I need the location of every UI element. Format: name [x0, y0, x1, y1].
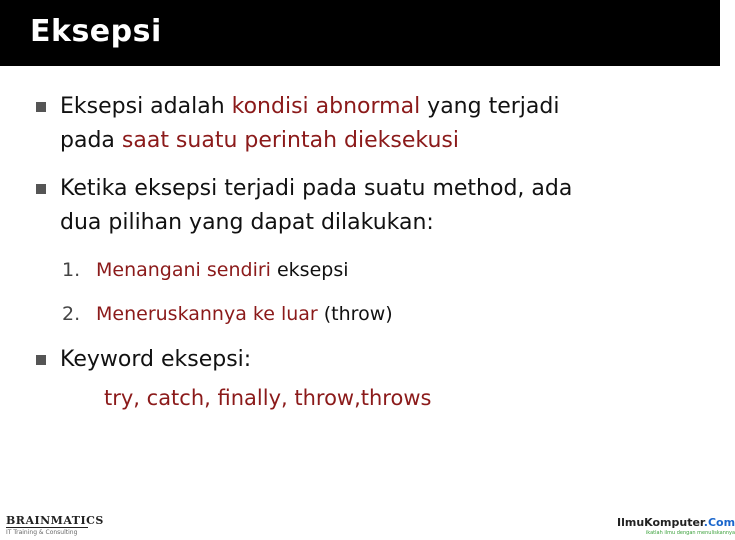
square-bullet-icon	[36, 184, 46, 194]
bullet-text	[60, 172, 676, 240]
bullet-text	[60, 90, 676, 158]
bullet-text-line: dua pilihan yang dapat dilakukan:	[60, 210, 434, 235]
logo-tagline: ikatlah ilmu dengan menuliskannya	[645, 530, 735, 536]
slide-title: Eksepsi	[30, 14, 162, 49]
subitem-number: 1.	[62, 259, 81, 281]
keyword-list: try, catch, finally, throw,throws	[104, 386, 432, 410]
subitem-number: 2.	[62, 303, 81, 325]
bullet-text-segment: pada	[60, 128, 122, 153]
logo-brand-accent: .Com	[703, 516, 735, 529]
subitem-highlight: Menangani sendiri	[96, 259, 271, 281]
numbered-subitem	[62, 301, 393, 327]
logo-brand: BRAINMATICS	[6, 514, 104, 527]
bullet-text-segment: yang terjadi	[420, 94, 560, 119]
brainmatics-logo	[6, 514, 104, 536]
bullet-text-segment: Eksepsi adalah	[60, 94, 232, 119]
bullet-text-highlight: kondisi abnormal	[231, 94, 421, 119]
subitem-highlight: Meneruskannya ke luar	[96, 303, 318, 325]
square-bullet-icon	[36, 355, 46, 365]
subitem-text: (throw)	[317, 303, 393, 325]
bullet-text-highlight: saat suatu perintah dieksekusi	[121, 128, 459, 153]
logo-tagline: IT Training & Consulting	[6, 529, 78, 536]
bullet-text: Keyword eksepsi:	[60, 347, 252, 372]
title-bar	[0, 0, 720, 66]
subitem-text: eksepsi	[270, 259, 349, 281]
bullet-item	[36, 172, 676, 240]
logo-brand-main: IlmuKomputer	[617, 516, 704, 529]
ilmukomputer-logo	[617, 516, 735, 536]
square-bullet-icon	[36, 102, 46, 112]
bullet-item	[36, 90, 676, 158]
logo-brand	[617, 516, 735, 529]
bullet-item	[36, 343, 676, 377]
numbered-subitem	[62, 257, 349, 283]
bullet-text-line: Ketika eksepsi terjadi pada suatu method, ada	[60, 176, 573, 201]
